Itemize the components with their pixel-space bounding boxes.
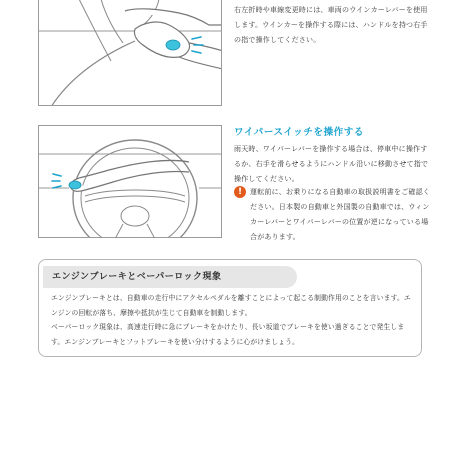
engine-brake-panel — [38, 259, 422, 357]
wiper-illustration — [38, 125, 222, 238]
panel-body — [51, 291, 413, 349]
panel-paragraph-vapor-lock: ベーパーロック現象は、高速走行時に急にブレーキをかけたり、長い坂道でブレーキを使い過ぎることで発生します。エンジンブレーキとフットブレーキを使い分けするように心がけましょう。 — [51, 323, 405, 346]
caution-note-text: 運転前に、お乗りになる自動車の取扱説明書をご確認ください。日本製の自動車と外国製の自動車では、ウィンカーレバーとワイパーレバーの位置が逆になっている場合があります。 — [250, 188, 430, 241]
panel-title: エンジンブレーキとベーパーロック現象 — [43, 266, 297, 288]
wiper-heading: ワイパースイッチを操作する — [234, 127, 364, 138]
panel-paragraph-engine-brake: エンジンブレーキとは、自動車の走行中にアクセルペダルを離すことによって起こる制動作用のことを言います。エンジンの回転が落ち、摩擦や抵抗が生じて自動車を制動します。 — [51, 294, 411, 317]
turn-signal-text: 右左折時や車線変更時には、車両のウインカーレバーを使用します。ウインカーを操作する際には、ハンドルを持つ右手の指で操作してください。 — [234, 6, 428, 44]
turn-signal-illustration — [38, 0, 222, 106]
wiper-text: 雨天時、ワイパーレバーを操作する場合は、停車中に操作するか、右手を滑らせるようにハンドル沿いに移動させて指で操作してください。 — [234, 145, 429, 183]
exclamation-icon: ! — [234, 186, 246, 198]
